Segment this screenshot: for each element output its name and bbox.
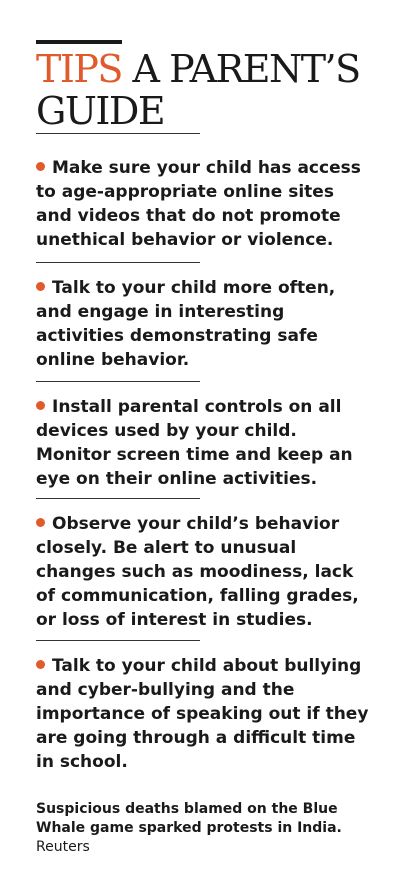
top-rule <box>36 40 122 44</box>
bullet-icon <box>36 518 45 527</box>
caption-text: Suspicious deaths blamed on the Blue Whale game sparked protests in India. <box>36 801 342 836</box>
tip-item <box>36 276 372 372</box>
title-rest: A PARENT’S GUIDE <box>36 47 360 133</box>
bullet-icon <box>36 162 45 171</box>
title-accent: TIPS <box>36 47 122 91</box>
tip-text: Talk to your child more often, and engage in interesting activities demonstrating safe online behavior. <box>36 278 336 370</box>
tip-text: Observe your child’s behavior closely. Be alert to unusual changes such as moodiness, lack of communication, falling grades, or loss of interest in studies. <box>36 514 359 630</box>
divider <box>36 262 200 263</box>
photo-caption <box>36 800 366 857</box>
tip-text: Install parental controls on all devices used by your child. Monitor screen time and keep an eye on their online activities. <box>36 397 353 489</box>
tip-item <box>36 395 372 491</box>
bullet-icon <box>36 660 45 669</box>
divider <box>36 498 200 499</box>
page-title <box>36 48 376 132</box>
tip-text: Talk to your child about bullying and cyber-bullying and the importance of speaking out if they are going through a difficult time in school. <box>36 656 369 772</box>
caption-credit: Reuters <box>36 839 90 855</box>
tip-text: Make sure your child has access to age-appropriate online sites and videos that do not promote unethical behavior or violence. <box>36 158 361 250</box>
tip-item <box>36 512 372 632</box>
bullet-icon <box>36 282 45 291</box>
bullet-icon <box>36 401 45 410</box>
tip-item <box>36 654 372 774</box>
title-divider <box>36 133 200 134</box>
divider <box>36 640 200 641</box>
divider <box>36 381 200 382</box>
tip-item <box>36 156 372 252</box>
